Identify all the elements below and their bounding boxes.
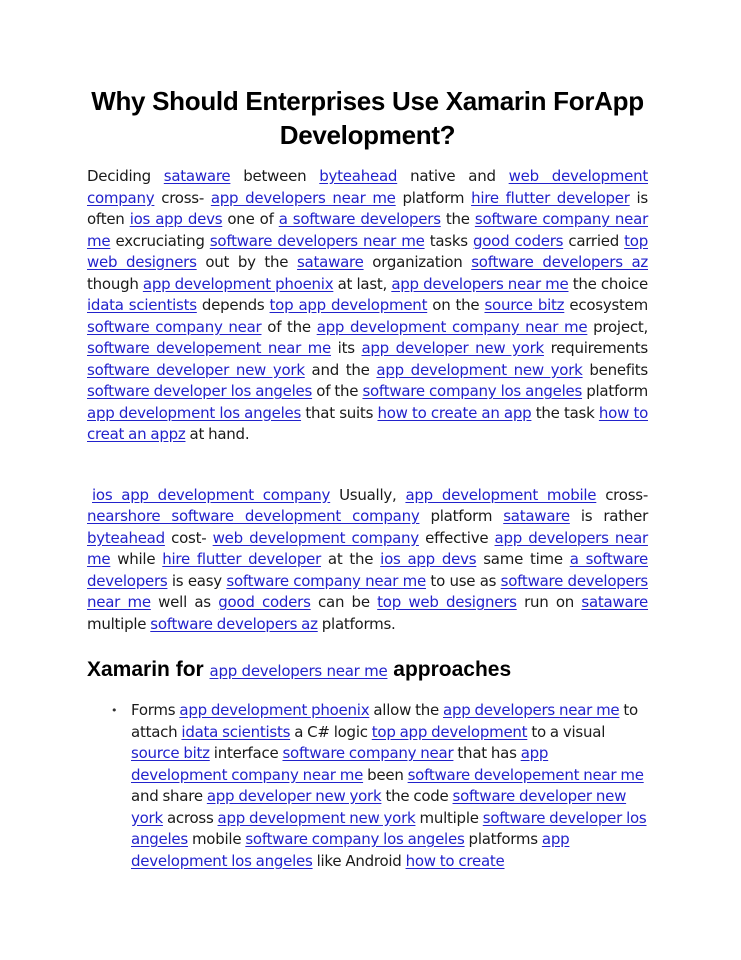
inline-text: between xyxy=(230,167,320,185)
inline-link[interactable]: byteahead xyxy=(87,528,165,547)
inline-link[interactable]: top app development xyxy=(371,722,528,741)
inline-link[interactable]: software developer new york xyxy=(131,787,627,827)
inline-link[interactable]: top web designers xyxy=(377,593,517,611)
inline-link[interactable]: how to create an app xyxy=(377,403,532,422)
inline-text: cost- xyxy=(164,528,213,547)
inline-text: benefits xyxy=(582,360,648,379)
inline-text: multiple xyxy=(87,614,151,633)
inline-link[interactable]: software company near xyxy=(87,317,262,336)
inline-text: Deciding xyxy=(87,167,164,185)
intro-paragraph xyxy=(87,166,648,446)
inline-text: mobile xyxy=(187,830,246,848)
inline-text: ecosystem xyxy=(564,296,648,314)
inline-link[interactable]: a software developers xyxy=(87,550,648,590)
inline-link[interactable]: app development company near me xyxy=(131,744,549,784)
inline-link[interactable]: app development los angeles xyxy=(87,403,302,422)
list-item xyxy=(111,700,648,872)
inline-text: at the xyxy=(321,550,381,568)
inline-text: run on xyxy=(516,593,582,611)
inline-text: is easy xyxy=(167,571,227,590)
inline-text: though xyxy=(87,274,143,293)
inline-link[interactable]: good coders xyxy=(218,593,311,611)
section-heading-suffix: approaches xyxy=(387,658,512,681)
inline-text: carried xyxy=(563,231,625,250)
inline-link[interactable]: app development mobile xyxy=(405,485,597,504)
inline-text: tasks xyxy=(424,231,473,250)
inline-link[interactable]: how to create xyxy=(405,851,505,870)
inline-text: one of xyxy=(222,210,279,228)
page-title: Why Should Enterprises Use Xamarin ForApp Development? xyxy=(91,86,644,150)
inline-text: allow the xyxy=(369,701,443,719)
inline-text: been xyxy=(363,765,408,784)
inline-text: out by the xyxy=(196,253,297,271)
inline-text: on the xyxy=(427,296,485,314)
inline-link[interactable]: software developer new york xyxy=(87,360,305,379)
inline-link[interactable]: ios app development company xyxy=(92,485,331,504)
document-page xyxy=(87,84,648,872)
inline-link[interactable]: a software developers xyxy=(278,210,441,228)
inline-text: across xyxy=(162,808,218,827)
inline-text: the code xyxy=(381,787,453,805)
inline-text: cross- xyxy=(154,188,211,207)
inline-link[interactable]: software developement near me xyxy=(87,339,332,357)
inline-text: Forms xyxy=(131,701,180,719)
inline-text: like Android xyxy=(312,851,406,870)
inline-text: is rather xyxy=(569,507,648,525)
inline-text: depends xyxy=(196,296,270,314)
inline-link[interactable]: hire flutter developer xyxy=(162,550,322,568)
inline-link[interactable]: software developers az xyxy=(471,253,649,271)
inline-link[interactable]: web development company xyxy=(212,528,419,547)
approaches-list xyxy=(87,700,648,872)
inline-text: multiple xyxy=(415,808,483,827)
inline-link[interactable]: software company los angeles xyxy=(245,830,465,848)
inline-link[interactable]: app developers near me xyxy=(210,188,396,207)
inline-text: native and xyxy=(397,167,509,185)
inline-text: and share xyxy=(131,787,207,805)
paragraph-spacer xyxy=(87,446,648,485)
inline-link[interactable]: software developers near me xyxy=(87,571,648,611)
inline-link[interactable]: idata scientists xyxy=(181,722,291,741)
inline-text: project, xyxy=(587,317,648,336)
inline-link[interactable]: good coders xyxy=(472,231,564,250)
inline-link[interactable]: hire flutter developer xyxy=(471,188,630,207)
inline-text: while xyxy=(110,550,163,568)
inline-text: to a visual xyxy=(527,722,606,741)
inline-link[interactable]: ios app devs xyxy=(380,550,477,568)
inline-text: the xyxy=(440,210,475,228)
inline-link[interactable]: nearshore software development company xyxy=(87,507,420,525)
inline-text: platform xyxy=(582,382,648,400)
inline-text: the choice xyxy=(568,274,648,293)
inline-link[interactable]: app developers near me xyxy=(391,274,569,293)
inline-link[interactable]: app development phoenix xyxy=(142,274,334,293)
inline-link[interactable]: software developers az xyxy=(150,614,318,633)
inline-text: of the xyxy=(312,382,363,400)
inline-link[interactable]: sataware xyxy=(503,507,570,525)
inline-text: that has xyxy=(453,744,521,762)
inline-link[interactable]: app development phoenix xyxy=(179,701,370,719)
inline-text: to use as xyxy=(425,571,501,590)
inline-link[interactable]: top web designers xyxy=(87,231,648,271)
inline-text: that suits xyxy=(301,403,378,422)
inline-text: platform xyxy=(419,507,504,525)
inline-link[interactable]: app developer new york xyxy=(206,787,382,805)
inline-link[interactable]: app developer new york xyxy=(361,339,544,357)
inline-text: organization xyxy=(363,253,472,271)
list-item-text xyxy=(131,701,646,870)
inline-text: to attach xyxy=(131,701,638,741)
inline-link[interactable]: app developers near me xyxy=(87,528,648,568)
inline-link[interactable]: app development los angeles xyxy=(131,830,570,870)
inline-link[interactable]: software company los angeles xyxy=(362,382,583,400)
second-paragraph xyxy=(87,485,648,636)
section-heading xyxy=(87,657,648,684)
inline-link[interactable]: app developers near me xyxy=(443,701,620,719)
inline-link[interactable]: byteahead xyxy=(319,167,398,185)
inline-text: well as xyxy=(150,593,219,611)
section-heading-link[interactable]: app developers near me xyxy=(209,662,388,680)
inline-link[interactable]: source bitz xyxy=(131,744,210,762)
inline-link[interactable]: app development new york xyxy=(376,360,583,379)
inline-link[interactable]: app development new york xyxy=(217,808,416,827)
inline-text: and the xyxy=(304,360,377,379)
bullet-icon: • xyxy=(111,704,118,717)
inline-text: at hand. xyxy=(185,425,250,443)
inline-text: of the xyxy=(261,317,317,336)
inline-link[interactable]: software developers near me xyxy=(209,231,425,250)
inline-link[interactable]: ios app devs xyxy=(129,210,223,228)
inline-text: requirements xyxy=(543,339,648,357)
inline-link[interactable]: software company near me xyxy=(226,571,426,590)
inline-link[interactable]: sataware xyxy=(163,167,231,185)
inline-text: a C# logic xyxy=(290,722,372,741)
inline-link[interactable]: source bitz xyxy=(484,296,565,314)
inline-link[interactable]: how to creat an appz xyxy=(87,403,649,443)
inline-link[interactable]: software developer los angeles xyxy=(131,808,647,848)
inline-text: excruciating xyxy=(110,231,210,250)
inline-link[interactable]: software developer los angeles xyxy=(87,382,313,400)
inline-text: at last, xyxy=(333,274,392,293)
inline-text: can be xyxy=(310,593,378,611)
inline-text: platform xyxy=(395,188,472,207)
inline-link[interactable]: idata scientists xyxy=(87,296,197,314)
inline-text: platforms xyxy=(464,830,542,848)
inline-text: its xyxy=(331,339,362,357)
inline-text: the task xyxy=(531,403,599,422)
inline-text: is often xyxy=(87,188,648,228)
inline-link[interactable]: web development company xyxy=(87,167,648,207)
inline-text: effective xyxy=(418,528,495,547)
inline-link[interactable]: sataware xyxy=(296,253,364,271)
inline-link[interactable]: sataware xyxy=(581,593,649,611)
inline-text: same time xyxy=(476,550,570,568)
inline-link[interactable]: top app development xyxy=(269,296,428,314)
inline-text: platforms. xyxy=(317,614,396,633)
inline-link[interactable]: software company near me xyxy=(87,210,649,250)
inline-text: interface xyxy=(209,744,283,762)
inline-text: Usually, xyxy=(330,485,406,504)
inline-link[interactable]: app development company near me xyxy=(316,317,588,336)
section-heading-prefix: Xamarin for xyxy=(87,658,210,681)
inline-link[interactable]: software company near xyxy=(282,744,454,762)
inline-link[interactable]: software developement near me xyxy=(407,765,644,784)
inline-text: cross- xyxy=(596,485,648,504)
